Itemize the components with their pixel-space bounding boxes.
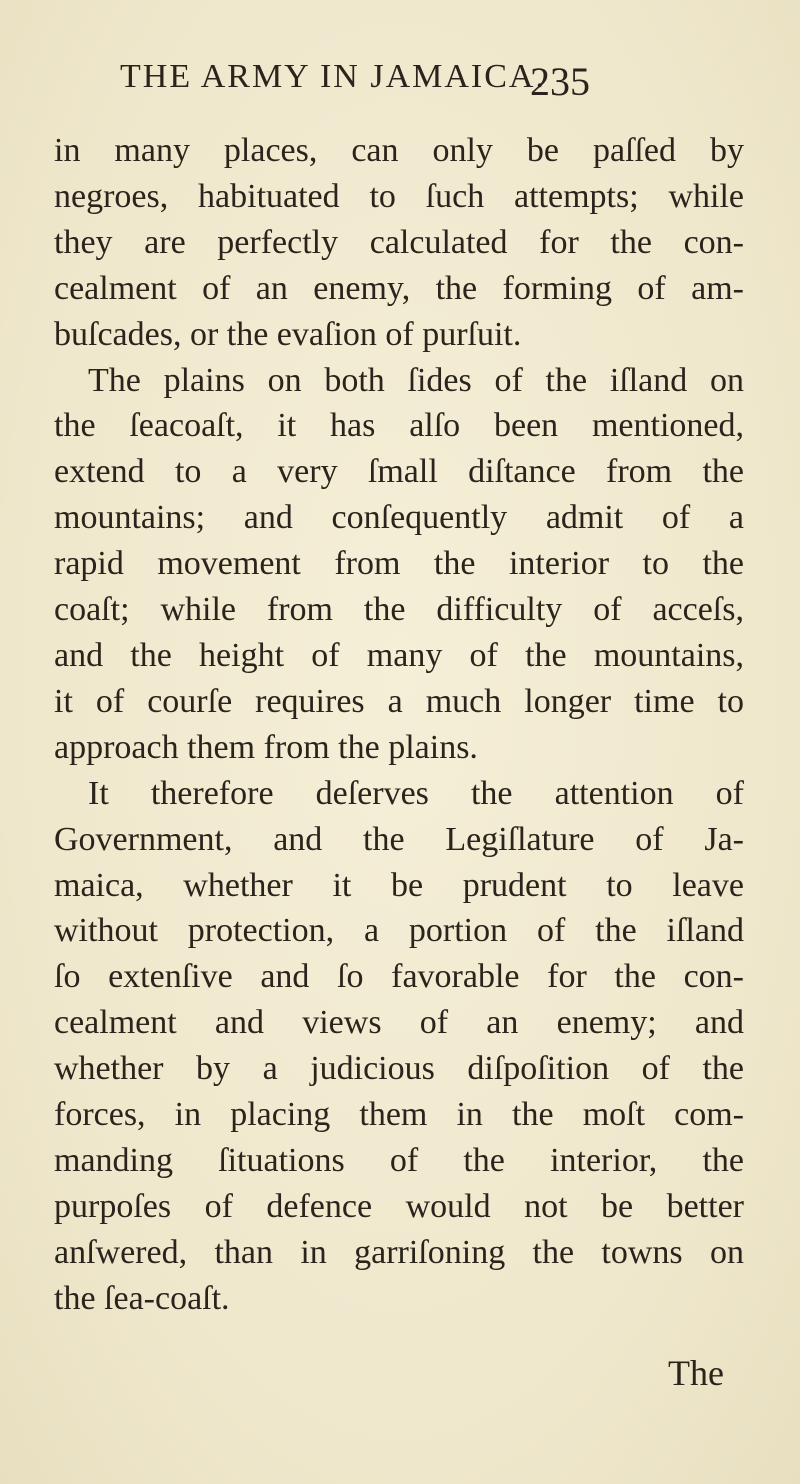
text-line: forces, in placing them in the moſt com-	[54, 1096, 744, 1134]
page-header	[120, 58, 590, 108]
text-line: the ſea-coaſt.	[54, 1279, 230, 1317]
text-line: It therefore deſerves the attention of	[88, 774, 744, 812]
text-line: Government, and the Legiſlature of Ja-	[54, 820, 744, 858]
text-line: rapid movement from the interior to the	[54, 545, 744, 583]
text-line: cealment and views of an enemy; and	[54, 1004, 744, 1042]
text-line: it of courſe requires a much longer time to	[54, 682, 744, 720]
text-line: ſo extenſive and ſo favorable for the con-	[54, 958, 744, 996]
catchword: The	[668, 1353, 724, 1393]
text-line: The plains on both ſides of the iſland on	[88, 361, 744, 399]
text-line: purpoſes of defence would not be better	[54, 1187, 744, 1225]
text-line: manding ſituations of the interior, the	[54, 1141, 744, 1179]
text-line: and the height of many of the mountains,	[54, 636, 744, 674]
page-number: 235	[530, 59, 590, 104]
text-line: without protection, a portion of the iſland	[54, 912, 744, 950]
running-head: THE ARMY IN JAMAICA.	[120, 58, 546, 95]
text-line: in many places, can only be paſſed by	[54, 132, 744, 169]
text-line: they are perfectly calculated for the con-	[54, 223, 744, 261]
text-line: whether by a judicious diſpoſition of the	[54, 1050, 744, 1088]
text-line: extend to a very ſmall diſtance from the	[54, 453, 744, 491]
text-line: the ſeacoaſt, it has alſo been mentioned,	[54, 407, 744, 445]
text-line: anſwered, than in garriſoning the towns on	[54, 1233, 744, 1271]
text-line: approach them from the plains.	[54, 728, 478, 766]
text-line: negroes, habituated to ſuch attempts; while	[54, 177, 744, 215]
text-line: cealment of an enemy, the forming of am-	[54, 269, 744, 307]
text-line: mountains; and conſequently admit of a	[54, 499, 744, 537]
body-text	[54, 128, 744, 1322]
text-line: buſcades, or the evaſion of purſuit.	[54, 315, 522, 353]
text-line: coaſt; while from the difficulty of acceſs,	[54, 591, 744, 629]
text-line: maica, whether it be prudent to leave	[54, 866, 744, 904]
